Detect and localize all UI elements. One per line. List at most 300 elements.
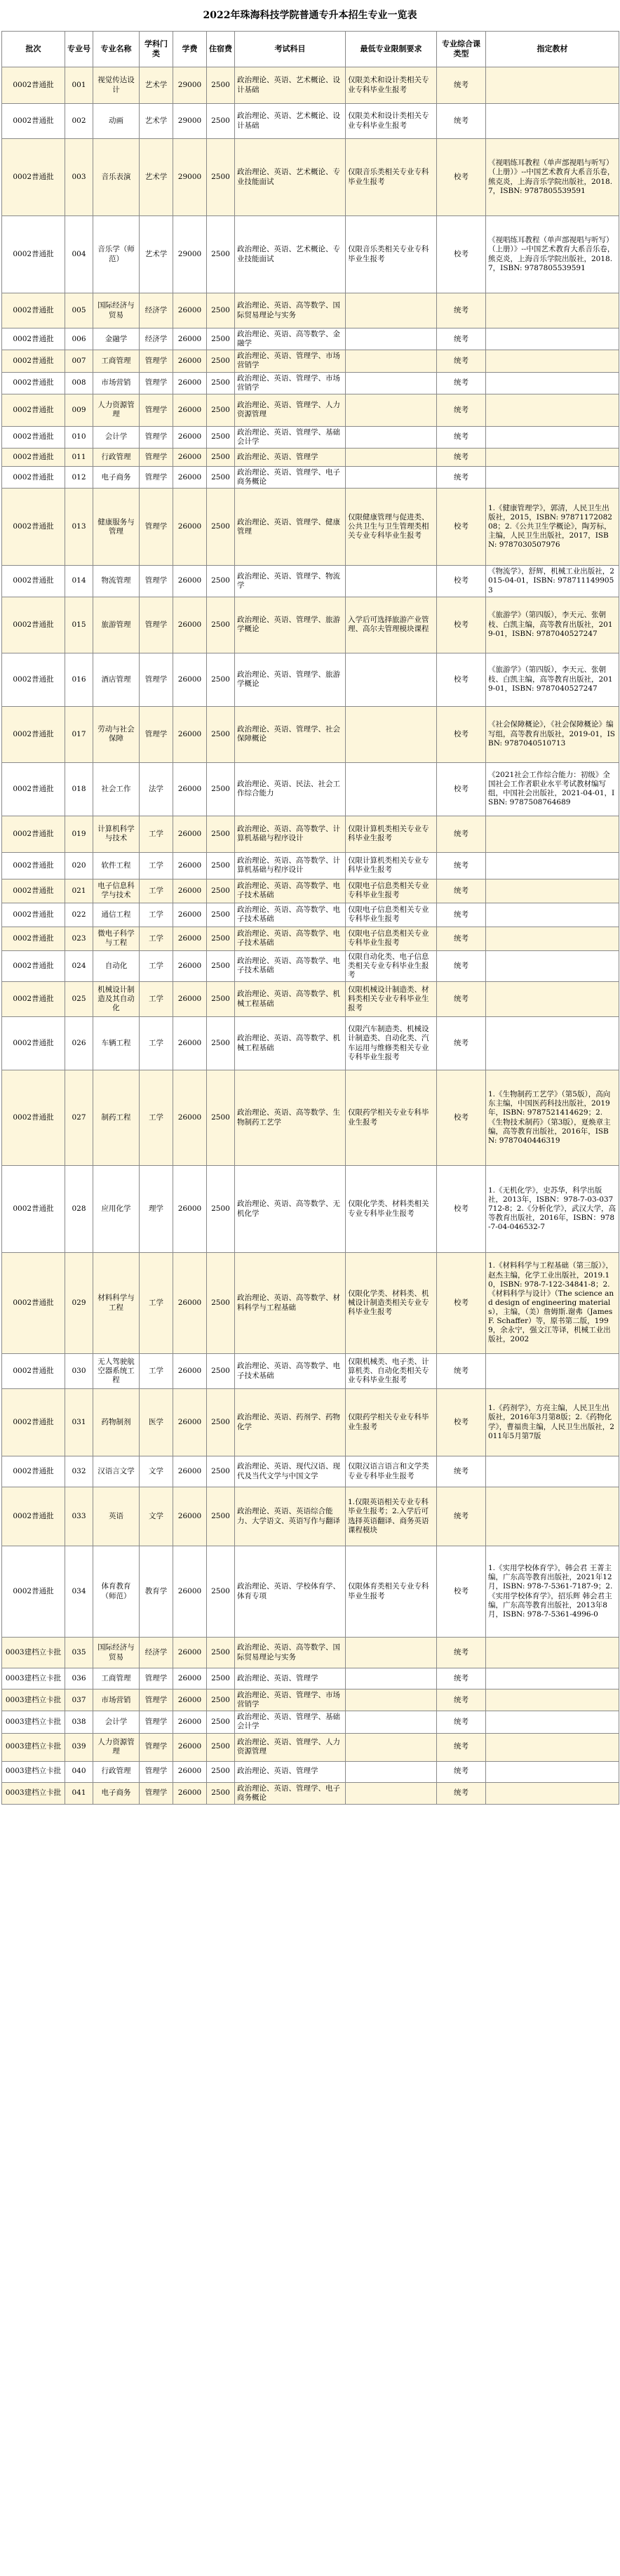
header-fee: 学费 <box>173 32 207 67</box>
lodging-cell: 2500 <box>207 1354 235 1389</box>
subjects-cell: 政治理论、英语、高等数学、电子技术基础 <box>235 927 346 950</box>
batch-cell: 0002普通批 <box>2 394 65 426</box>
books-cell <box>486 1733 619 1761</box>
table-row <box>2 1689 619 1711</box>
restriction-cell: 仅限药学相关专业专科毕业生报考 <box>346 1389 437 1456</box>
restriction-cell <box>346 467 437 489</box>
code-cell: 038 <box>65 1711 93 1733</box>
lodging-cell: 2500 <box>207 1017 235 1070</box>
evaltype-cell: 校考 <box>437 566 486 597</box>
restriction-cell: 仅限电子信息类相关专业专科毕业生报考 <box>346 879 437 903</box>
major-name-cell: 工商管理 <box>93 1668 140 1689</box>
table-row <box>2 852 619 879</box>
evaltype-cell: 统考 <box>437 426 486 448</box>
table-row <box>2 879 619 903</box>
lodging-cell: 2500 <box>207 372 235 394</box>
subjects-cell: 政治理论、英语、艺术概论、专业技能面试 <box>235 216 346 293</box>
lodging-cell: 2500 <box>207 426 235 448</box>
subjects-cell: 政治理论、英语、高等数学、电子技术基础 <box>235 903 346 927</box>
fee-cell: 26000 <box>173 449 207 467</box>
evaltype-cell: 统考 <box>437 927 486 950</box>
fee-cell: 26000 <box>173 1456 207 1487</box>
category-cell: 管理学 <box>140 489 173 566</box>
category-cell: 经济学 <box>140 1638 173 1668</box>
fee-cell: 26000 <box>173 328 207 350</box>
evaltype-cell: 校考 <box>437 1546 486 1638</box>
subjects-cell: 政治理论、英语、高等数学、机械工程基础 <box>235 1017 346 1070</box>
major-name-cell: 电子信息科学与技术 <box>93 879 140 903</box>
table-row <box>2 1761 619 1782</box>
books-cell: 《2021社会工作综合能力：初级》全国社会工作者职业水平考试教材编写组，中国社会出版社，2021-04-01，ISBN: 9787508764689 <box>486 762 619 816</box>
books-cell <box>486 927 619 950</box>
evaltype-cell: 统考 <box>437 1354 486 1389</box>
books-cell: 1.《材料科学与工程基础（第三版）》，赵杰主编，化学工业出版社，2019.10，ISBN: 978-7-122-34841-8；2.《材料科学与设计》（The science and design of engineering materials），主编，（美）詹姆斯.谢弗（James F. Schaffer）等，原书第二版，1999，余永宁，强文江等译，机械工业出版社，2002 <box>486 1253 619 1354</box>
restriction-cell: 仅限体育类相关专业专科毕业生报考 <box>346 1546 437 1638</box>
major-name-cell: 金融学 <box>93 328 140 350</box>
batch-cell: 0002普通批 <box>2 597 65 653</box>
books-cell: 《视唱练耳教程（单声部视唱与听写）（上册）》--中国艺术教育大系音乐卷，熊克炎，上海音乐学院出版社，2018.7，ISBN: 9787805539591 <box>486 216 619 293</box>
restriction-cell: 仅限音乐类相关专业专科毕业生报考 <box>346 216 437 293</box>
fee-cell: 26000 <box>173 293 207 328</box>
table-row <box>2 449 619 467</box>
subjects-cell: 政治理论、英语、民法、社会工作综合能力 <box>235 762 346 816</box>
category-cell: 管理学 <box>140 372 173 394</box>
books-cell: 《视唱练耳教程（单声部视唱与听写）（上册）》--中国艺术教育大系音乐卷，熊克炎，上海音乐学院出版社，2018.7，ISBN: 9787805539591 <box>486 139 619 216</box>
books-cell <box>486 1456 619 1487</box>
restriction-cell: 仅限化学类、材料类相关专业专科毕业生报考 <box>346 1166 437 1253</box>
books-cell: 1.《实用学校体育学》，韩会君 王菁主编，广东高等教育出版社，2021年12月，ISBN: 978-7-5361-7187-9；2.《实用学校体育学》，招乐辉 韩会君主编，广东高等教育出版社，2013年8月，ISBN: 978-7-5361-4996-0 <box>486 1546 619 1638</box>
batch-cell: 0002普通批 <box>2 328 65 350</box>
restriction-cell <box>346 762 437 816</box>
batch-cell: 0002普通批 <box>2 104 65 139</box>
evaltype-cell: 统考 <box>437 449 486 467</box>
restriction-cell <box>346 1761 437 1782</box>
code-cell: 005 <box>65 293 93 328</box>
lodging-cell: 2500 <box>207 1711 235 1733</box>
books-cell: 1.《无机化学》，史苏华，科学出版社，2013年，ISBN：978-7-03-037712-8；2.《分析化学》，武汉大学，高等教育出版社，2016年，ISBN：978-7-04-046532-7 <box>486 1166 619 1253</box>
lodging-cell: 2500 <box>207 394 235 426</box>
code-cell: 037 <box>65 1689 93 1711</box>
lodging-cell: 2500 <box>207 950 235 981</box>
subjects-cell: 政治理论、英语、管理学、市场营销学 <box>235 372 346 394</box>
fee-cell: 26000 <box>173 762 207 816</box>
category-cell: 管理学 <box>140 1761 173 1782</box>
table-body <box>2 67 619 1805</box>
evaltype-cell: 统考 <box>437 950 486 981</box>
batch-cell: 0002普通批 <box>2 852 65 879</box>
subjects-cell: 政治理论、英语、高等数学、金融学 <box>235 328 346 350</box>
books-cell: 《物流学》，舒辉，机械工业出版社，2015-04-01，ISBN: 9787111499053 <box>486 566 619 597</box>
table-row <box>2 104 619 139</box>
category-cell: 管理学 <box>140 1782 173 1804</box>
lodging-cell: 2500 <box>207 762 235 816</box>
batch-cell: 0002普通批 <box>2 1166 65 1253</box>
major-name-cell: 劳动与社会保障 <box>93 706 140 762</box>
restriction-cell: 仅限机械设计制造类、材料类相关专业专科毕业生报考 <box>346 982 437 1017</box>
major-name-cell: 会计学 <box>93 426 140 448</box>
lodging-cell: 2500 <box>207 879 235 903</box>
table-row <box>2 903 619 927</box>
major-name-cell: 微电子科学与工程 <box>93 927 140 950</box>
batch-cell: 0002普通批 <box>2 566 65 597</box>
lodging-cell: 2500 <box>207 1638 235 1668</box>
table-row <box>2 293 619 328</box>
batch-cell: 0002普通批 <box>2 139 65 216</box>
category-cell: 管理学 <box>140 449 173 467</box>
subjects-cell: 政治理论、英语、英语综合能力、大学语文、英语写作与翻译 <box>235 1487 346 1546</box>
subjects-cell: 政治理论、英语、高等数学、机械工程基础 <box>235 982 346 1017</box>
lodging-cell: 2500 <box>207 816 235 852</box>
evaltype-cell: 统考 <box>437 350 486 372</box>
code-cell: 013 <box>65 489 93 566</box>
table-row <box>2 1389 619 1456</box>
subjects-cell: 政治理论、英语、管理学、旅游学概论 <box>235 653 346 706</box>
subjects-cell: 政治理论、英语、高等数学、电子技术基础 <box>235 950 346 981</box>
category-cell: 管理学 <box>140 597 173 653</box>
major-name-cell: 电子商务 <box>93 467 140 489</box>
batch-cell: 0002普通批 <box>2 879 65 903</box>
restriction-cell: 仅限美术和设计类相关专业专科毕业生报考 <box>346 67 437 104</box>
table-row <box>2 328 619 350</box>
evaltype-cell: 校考 <box>437 706 486 762</box>
code-cell: 002 <box>65 104 93 139</box>
books-cell <box>486 816 619 852</box>
batch-cell: 0002普通批 <box>2 467 65 489</box>
lodging-cell: 2500 <box>207 982 235 1017</box>
lodging-cell: 2500 <box>207 449 235 467</box>
restriction-cell <box>346 328 437 350</box>
restriction-cell: 仅限计算机类相关专业专科毕业生报考 <box>346 852 437 879</box>
category-cell: 管理学 <box>140 1689 173 1711</box>
restriction-cell: 仅限化学类、材料类、机械设计制造类相关专业专科毕业生报考 <box>346 1253 437 1354</box>
category-cell: 工学 <box>140 879 173 903</box>
major-name-cell: 动画 <box>93 104 140 139</box>
category-cell: 工学 <box>140 1253 173 1354</box>
restriction-cell: 仅限电子信息类相关专业专科毕业生报考 <box>346 927 437 950</box>
header-code: 专业号 <box>65 32 93 67</box>
code-cell: 015 <box>65 597 93 653</box>
major-name-cell: 材料科学与工程 <box>93 1253 140 1354</box>
major-name-cell: 计算机科学与技术 <box>93 816 140 852</box>
header-books: 指定教材 <box>486 32 619 67</box>
lodging-cell: 2500 <box>207 139 235 216</box>
books-cell: 《旅游学》（第四版），李天元、张朝枝、白凯主编，高等教育出版社，2019-01，ISBN: 9787040527247 <box>486 597 619 653</box>
category-cell: 管理学 <box>140 350 173 372</box>
page-title: 2022年珠海科技学院普通专升本招生专业一览表 <box>203 10 417 21</box>
fee-cell: 26000 <box>173 1733 207 1761</box>
books-cell <box>486 1487 619 1546</box>
fee-cell: 26000 <box>173 1761 207 1782</box>
subjects-cell: 政治理论、英语、高等数学、国际贸易理论与实务 <box>235 1638 346 1668</box>
books-cell: 1.《健康管理学》，郭清，人民卫生出版社，2015，ISBN: 9787117208208；2.《公共卫生学概论》，陶芳标，主编，人民卫生出版社，2017，ISBN: 9787030507976 <box>486 489 619 566</box>
batch-cell: 0002普通批 <box>2 350 65 372</box>
lodging-cell: 2500 <box>207 1389 235 1456</box>
batch-cell: 0002普通批 <box>2 762 65 816</box>
subjects-cell: 政治理论、英语、管理学 <box>235 1668 346 1689</box>
major-name-cell: 音乐表演 <box>93 139 140 216</box>
evaltype-cell: 统考 <box>437 372 486 394</box>
subjects-cell: 政治理论、英语、管理学、市场营销学 <box>235 350 346 372</box>
fee-cell: 26000 <box>173 982 207 1017</box>
category-cell: 艺术学 <box>140 139 173 216</box>
lodging-cell: 2500 <box>207 706 235 762</box>
batch-cell: 0002普通批 <box>2 1389 65 1456</box>
table-row <box>2 950 619 981</box>
fee-cell: 26000 <box>173 1711 207 1733</box>
evaltype-cell: 统考 <box>437 852 486 879</box>
category-cell: 经济学 <box>140 328 173 350</box>
batch-cell: 0002普通批 <box>2 293 65 328</box>
books-cell <box>486 1638 619 1668</box>
lodging-cell: 2500 <box>207 1166 235 1253</box>
restriction-cell <box>346 394 437 426</box>
restriction-cell: 仅限机械类、电子类、计算机类、自动化类相关专业专科毕业生报考 <box>346 1354 437 1389</box>
table-row <box>2 1070 619 1166</box>
fee-cell: 26000 <box>173 394 207 426</box>
batch-cell: 0002普通批 <box>2 653 65 706</box>
books-cell <box>486 372 619 394</box>
subjects-cell: 政治理论、英语、艺术概论、设计基础 <box>235 67 346 104</box>
lodging-cell: 2500 <box>207 104 235 139</box>
evaltype-cell: 校考 <box>437 139 486 216</box>
table-row <box>2 372 619 394</box>
code-cell: 019 <box>65 816 93 852</box>
books-cell <box>486 852 619 879</box>
lodging-cell: 2500 <box>207 1668 235 1689</box>
batch-cell: 0002普通批 <box>2 1070 65 1166</box>
fee-cell: 29000 <box>173 67 207 104</box>
header-category: 学科门类 <box>140 32 173 67</box>
table-row <box>2 1711 619 1733</box>
code-cell: 036 <box>65 1668 93 1689</box>
category-cell: 法学 <box>140 762 173 816</box>
subjects-cell: 政治理论、英语、高等数学、无机化学 <box>235 1166 346 1253</box>
evaltype-cell: 统考 <box>437 467 486 489</box>
batch-cell: 0002普通批 <box>2 816 65 852</box>
major-name-cell: 社会工作 <box>93 762 140 816</box>
category-cell: 工学 <box>140 982 173 1017</box>
header-subjects: 考试科目 <box>235 32 346 67</box>
table-row <box>2 927 619 950</box>
restriction-cell: 仅限健康管理与促进类、公共卫生与卫生管理类相关专业专科毕业生报考 <box>346 489 437 566</box>
subjects-cell: 政治理论、英语、艺术概论、设计基础 <box>235 104 346 139</box>
major-name-cell: 行政管理 <box>93 449 140 467</box>
table-row <box>2 426 619 448</box>
lodging-cell: 2500 <box>207 927 235 950</box>
batch-cell: 0002普通批 <box>2 927 65 950</box>
code-cell: 016 <box>65 653 93 706</box>
fee-cell: 26000 <box>173 1166 207 1253</box>
restriction-cell: 仅限汉语言语言和文学类专业专科毕业生报考 <box>346 1456 437 1487</box>
major-name-cell: 无人驾驶航空器系统工程 <box>93 1354 140 1389</box>
restriction-cell <box>346 1782 437 1804</box>
code-cell: 039 <box>65 1733 93 1761</box>
major-name-cell: 人力资源管理 <box>93 394 140 426</box>
fee-cell: 26000 <box>173 1389 207 1456</box>
code-cell: 023 <box>65 927 93 950</box>
code-cell: 009 <box>65 394 93 426</box>
fee-cell: 26000 <box>173 1668 207 1689</box>
code-cell: 026 <box>65 1017 93 1070</box>
table-row <box>2 216 619 293</box>
category-cell: 医学 <box>140 1389 173 1456</box>
code-cell: 033 <box>65 1487 93 1546</box>
subjects-cell: 政治理论、英语、高等数学、计算机基础与程序设计 <box>235 852 346 879</box>
subjects-cell: 政治理论、英语、管理学、市场营销学 <box>235 1689 346 1711</box>
evaltype-cell: 统考 <box>437 1456 486 1487</box>
code-cell: 041 <box>65 1782 93 1804</box>
restriction-cell <box>346 1711 437 1733</box>
subjects-cell: 政治理论、英语、管理学、电子商务概论 <box>235 467 346 489</box>
batch-cell: 0003建档立卡批 <box>2 1711 65 1733</box>
evaltype-cell: 统考 <box>437 903 486 927</box>
major-name-cell: 健康服务与管理 <box>93 489 140 566</box>
category-cell: 教育学 <box>140 1546 173 1638</box>
table-row <box>2 394 619 426</box>
restriction-cell: 仅限电子信息类相关专业专科毕业生报考 <box>346 903 437 927</box>
subjects-cell: 政治理论、英语、高等数学、电子技术基础 <box>235 1354 346 1389</box>
major-name-cell: 自动化 <box>93 950 140 981</box>
lodging-cell: 2500 <box>207 216 235 293</box>
table-row <box>2 489 619 566</box>
batch-cell: 0002普通批 <box>2 1546 65 1638</box>
books-cell <box>486 903 619 927</box>
table-row <box>2 139 619 216</box>
majors-table <box>1 31 619 1805</box>
table-row <box>2 816 619 852</box>
restriction-cell <box>346 350 437 372</box>
batch-cell: 0003建档立卡批 <box>2 1733 65 1761</box>
code-cell: 029 <box>65 1253 93 1354</box>
table-row <box>2 1638 619 1668</box>
restriction-cell: 1.仅限英语相关专业专科毕业生报考；2.入学后可选择英语翻译、商务英语课程模块 <box>346 1487 437 1546</box>
fee-cell: 29000 <box>173 104 207 139</box>
header-restriction: 最低专业限制要求 <box>346 32 437 67</box>
table-row <box>2 350 619 372</box>
code-cell: 003 <box>65 139 93 216</box>
major-name-cell: 物流管理 <box>93 566 140 597</box>
restriction-cell <box>346 1668 437 1689</box>
fee-cell: 26000 <box>173 1017 207 1070</box>
books-cell <box>486 104 619 139</box>
category-cell: 管理学 <box>140 426 173 448</box>
restriction-cell <box>346 1689 437 1711</box>
evaltype-cell: 校考 <box>437 653 486 706</box>
subjects-cell: 政治理论、英语、管理学、旅游学概论 <box>235 597 346 653</box>
evaltype-cell: 统考 <box>437 293 486 328</box>
fee-cell: 26000 <box>173 852 207 879</box>
books-cell <box>486 328 619 350</box>
fee-cell: 29000 <box>173 216 207 293</box>
books-cell <box>486 467 619 489</box>
evaltype-cell: 统考 <box>437 1782 486 1804</box>
category-cell: 工学 <box>140 1354 173 1389</box>
restriction-cell: 仅限自动化类、电子信息类相关专业专科毕业生报考 <box>346 950 437 981</box>
batch-cell: 0002普通批 <box>2 426 65 448</box>
batch-cell: 0002普通批 <box>2 1354 65 1389</box>
category-cell: 工学 <box>140 1017 173 1070</box>
major-name-cell: 工商管理 <box>93 350 140 372</box>
evaltype-cell: 统考 <box>437 879 486 903</box>
fee-cell: 26000 <box>173 927 207 950</box>
code-cell: 017 <box>65 706 93 762</box>
lodging-cell: 2500 <box>207 653 235 706</box>
restriction-cell <box>346 426 437 448</box>
lodging-cell: 2500 <box>207 1253 235 1354</box>
evaltype-cell: 统考 <box>437 1689 486 1711</box>
evaltype-cell: 统考 <box>437 982 486 1017</box>
books-cell <box>486 1711 619 1733</box>
books-cell <box>486 879 619 903</box>
fee-cell: 26000 <box>173 1253 207 1354</box>
code-cell: 008 <box>65 372 93 394</box>
table-row <box>2 1782 619 1804</box>
books-cell <box>486 1761 619 1782</box>
batch-cell: 0003建档立卡批 <box>2 1761 65 1782</box>
category-cell: 工学 <box>140 816 173 852</box>
code-cell: 007 <box>65 350 93 372</box>
books-cell: 《社会保障概论》，《社会保障概论》编写组，高等教育出版社，2019-01，ISBN: 9787040510713 <box>486 706 619 762</box>
major-name-cell: 市场营销 <box>93 372 140 394</box>
code-cell: 030 <box>65 1354 93 1389</box>
evaltype-cell: 校考 <box>437 489 486 566</box>
code-cell: 034 <box>65 1546 93 1638</box>
category-cell: 艺术学 <box>140 67 173 104</box>
fee-cell: 26000 <box>173 372 207 394</box>
table-row <box>2 566 619 597</box>
code-cell: 012 <box>65 467 93 489</box>
batch-cell: 0002普通批 <box>2 67 65 104</box>
books-cell <box>486 394 619 426</box>
evaltype-cell: 统考 <box>437 67 486 104</box>
code-cell: 040 <box>65 1761 93 1782</box>
evaltype-cell: 统考 <box>437 1668 486 1689</box>
batch-cell: 0002普通批 <box>2 1253 65 1354</box>
books-cell: 《旅游学》（第四版），李天元、张朝枝、白凯主编，高等教育出版社，2019-01，ISBN: 9787040527247 <box>486 653 619 706</box>
batch-cell: 0002普通批 <box>2 372 65 394</box>
major-name-cell: 制药工程 <box>93 1070 140 1166</box>
table-row <box>2 1166 619 1253</box>
batch-cell: 0002普通批 <box>2 950 65 981</box>
category-cell: 工学 <box>140 1070 173 1166</box>
subjects-cell: 政治理论、英语、管理学 <box>235 449 346 467</box>
batch-cell: 0002普通批 <box>2 216 65 293</box>
batch-cell: 0002普通批 <box>2 903 65 927</box>
evaltype-cell: 统考 <box>437 104 486 139</box>
code-cell: 035 <box>65 1638 93 1668</box>
restriction-cell: 仅限药学相关专业专科毕业生报考 <box>346 1070 437 1166</box>
table-row <box>2 1354 619 1389</box>
major-name-cell: 体育教育（师范） <box>93 1546 140 1638</box>
category-cell: 管理学 <box>140 566 173 597</box>
table-row <box>2 67 619 104</box>
table-row <box>2 1017 619 1070</box>
fee-cell: 26000 <box>173 426 207 448</box>
lodging-cell: 2500 <box>207 67 235 104</box>
restriction-cell: 仅限汽车制造类、机械设计制造类、自动化类、汽车运用与维修类相关专业专科毕业生报考 <box>346 1017 437 1070</box>
fee-cell: 26000 <box>173 1487 207 1546</box>
code-cell: 011 <box>65 449 93 467</box>
table-row <box>2 982 619 1017</box>
fee-cell: 26000 <box>173 467 207 489</box>
subjects-cell: 政治理论、英语、高等数学、生物制药工艺学 <box>235 1070 346 1166</box>
table-row <box>2 1668 619 1689</box>
subjects-cell: 政治理论、英语、管理学、物流学 <box>235 566 346 597</box>
fee-cell: 26000 <box>173 489 207 566</box>
fee-cell: 26000 <box>173 706 207 762</box>
code-cell: 022 <box>65 903 93 927</box>
lodging-cell: 2500 <box>207 350 235 372</box>
